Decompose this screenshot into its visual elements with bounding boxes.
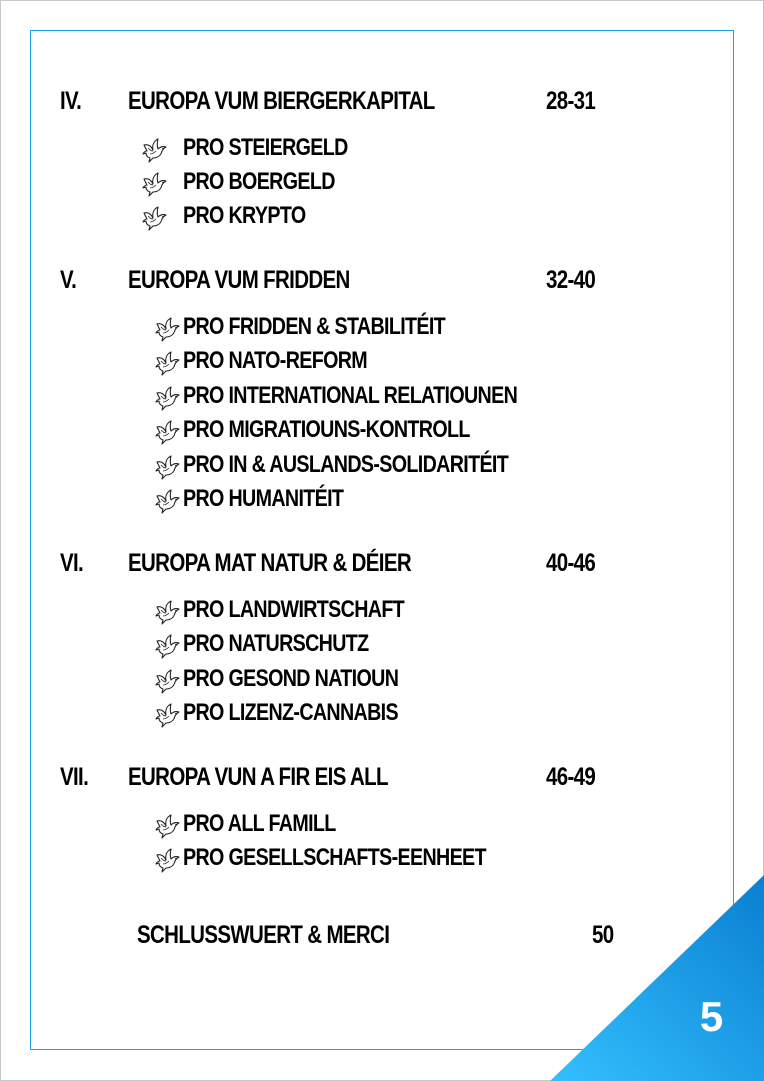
section-pages: 32-40 — [546, 266, 596, 294]
list-item: PRO BOERGELD — [183, 168, 335, 195]
dove-icon — [155, 703, 181, 729]
dove-icon — [155, 489, 181, 515]
list-item: PRO HUMANITÉIT — [183, 485, 344, 512]
list-item: PRO IN & AUSLANDS-SOLIDARITÉIT — [183, 451, 509, 478]
section-title: EUROPA VUM BIERGERKAPITAL — [128, 87, 435, 115]
dove-icon — [155, 600, 181, 626]
dove-icon — [155, 455, 181, 481]
corner-triangle-decoration — [550, 875, 764, 1081]
section-pages: 40-46 — [546, 549, 596, 577]
list-item: PRO INTERNATIONAL RELATIOUNEN — [183, 382, 518, 409]
section-pages: 46-49 — [546, 763, 596, 791]
section-number: VII. — [60, 763, 89, 791]
page-number: 5 — [699, 993, 723, 1040]
list-item: PRO ALL FAMILL — [183, 810, 336, 837]
section-title: EUROPA VUM FRIDDEN — [128, 266, 350, 294]
list-item: PRO NATURSCHUTZ — [183, 630, 369, 657]
dove-icon — [155, 814, 181, 840]
dove-icon — [142, 206, 168, 232]
section-number: V. — [60, 266, 77, 294]
list-item: PRO LANDWIRTSCHAFT — [183, 596, 405, 623]
list-item: PRO GESOND NATIOUN — [183, 665, 399, 692]
list-item: PRO NATO-REFORM — [183, 347, 368, 374]
section-title: EUROPA VUN A FIR EIS ALL — [128, 763, 388, 791]
section-number: VI. — [60, 549, 84, 577]
closing-title: SCHLUSSWUERT & MERCI — [137, 921, 390, 949]
closing-pages: 50 — [592, 921, 614, 949]
dove-icon — [155, 848, 181, 874]
list-item: PRO KRYPTO — [183, 202, 306, 229]
list-item: PRO GESELLSCHAFTS-EENHEET — [183, 844, 486, 871]
dove-icon — [155, 386, 181, 412]
list-item: PRO STEIERGELD — [183, 134, 348, 161]
section-pages: 28-31 — [546, 87, 596, 115]
dove-icon — [155, 317, 181, 343]
section-title: EUROPA MAT NATUR & DÉIER — [128, 549, 412, 577]
dove-icon — [155, 351, 181, 377]
list-item: PRO FRIDDEN & STABILITÉIT — [183, 313, 446, 340]
section-number: IV. — [60, 87, 82, 115]
dove-icon — [155, 634, 181, 660]
dove-icon — [142, 172, 168, 198]
dove-icon — [155, 420, 181, 446]
dove-icon — [142, 138, 168, 164]
dove-icon — [155, 669, 181, 695]
list-item: PRO MIGRATIOUNS-KONTROLL — [183, 416, 470, 443]
list-item: PRO LIZENZ-CANNABIS — [183, 699, 398, 726]
